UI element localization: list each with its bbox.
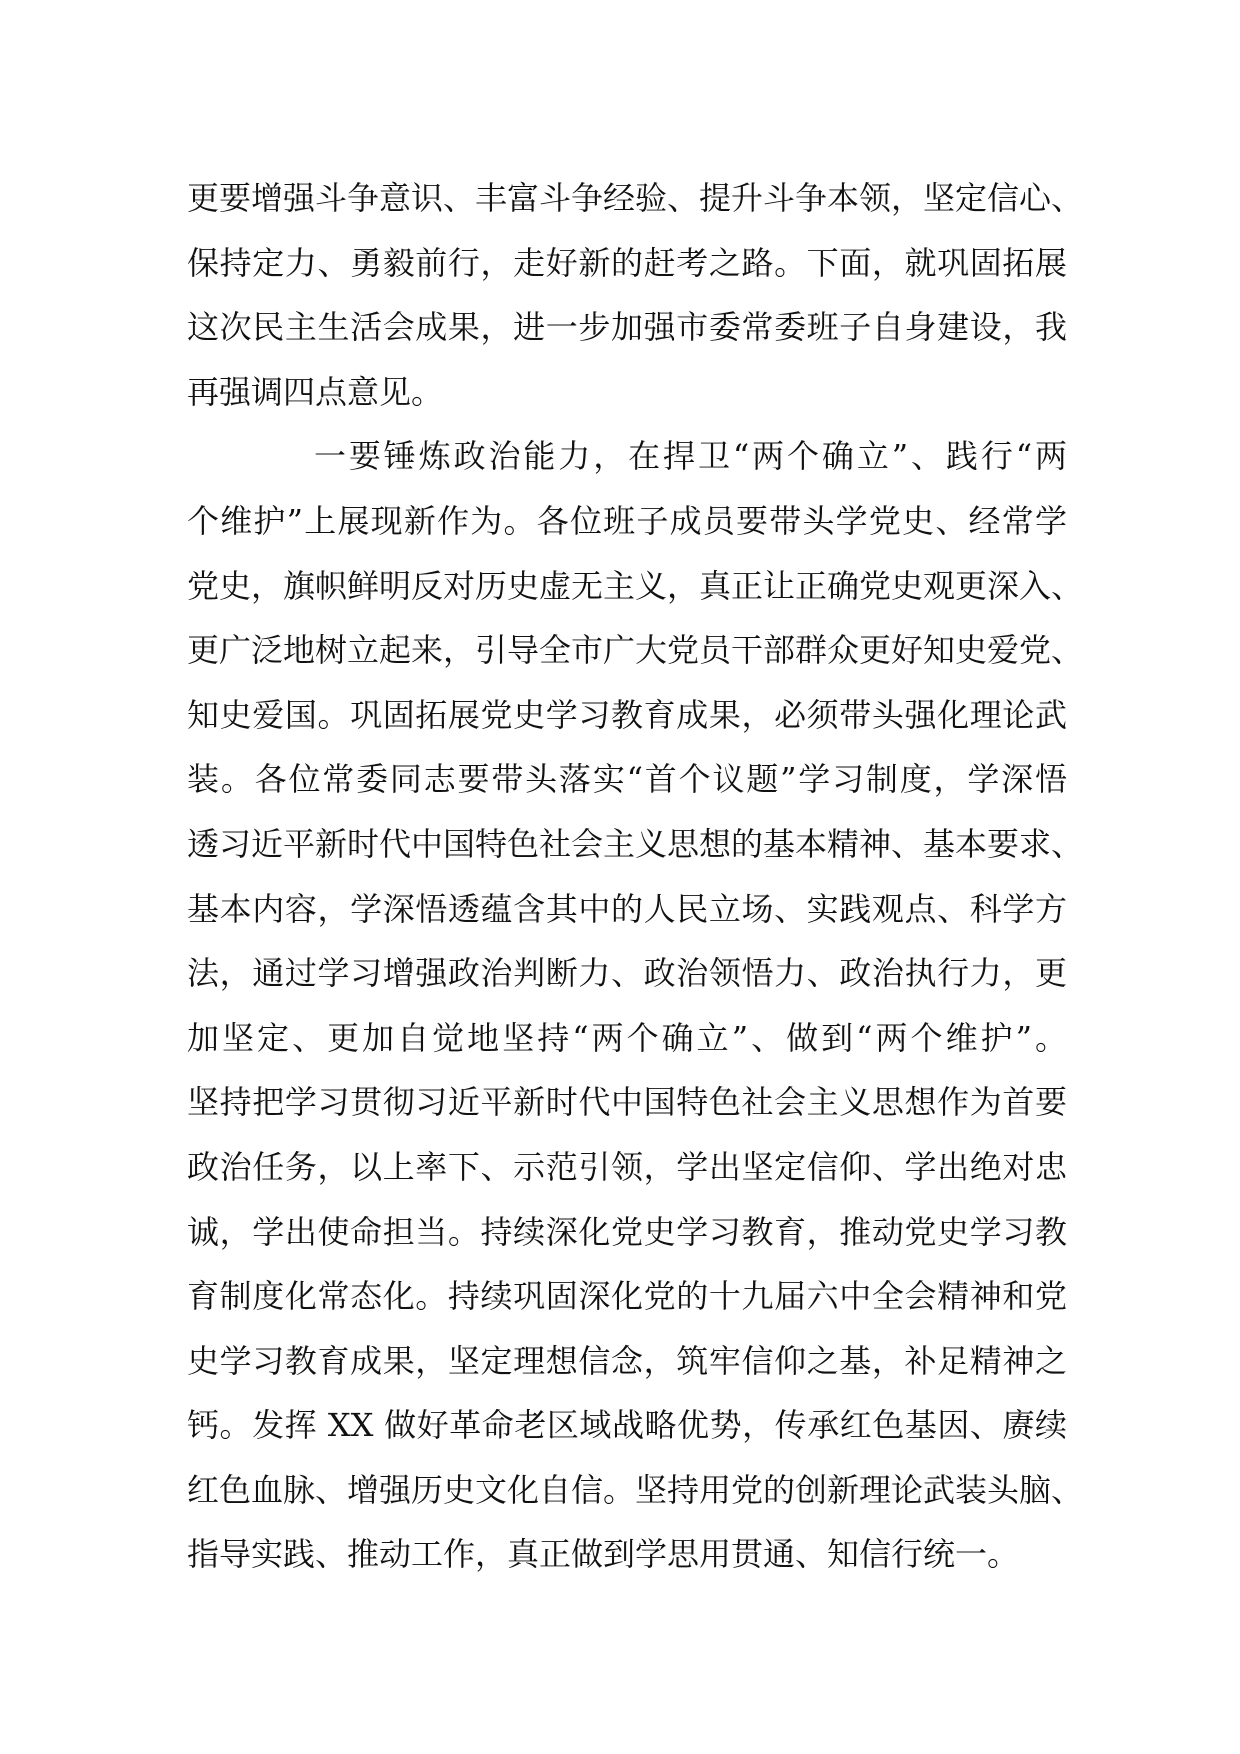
text-line: 再强调四点意见。 (187, 372, 444, 411)
text-line: 育制度化常态化。持续巩固深化党的十九届六中全会精神和党 (187, 1277, 1067, 1316)
text-line: 装。各位常委同志要带头落实“首个议题”学习制度，学深悟 (187, 760, 1067, 799)
text-line: 这次民主生活会成果，进一步加强市委常委班子自身建设，我 (187, 308, 1067, 347)
text-line: 保持定力、勇毅前行，走好新的赶考之路。下面，就巩固拓展 (187, 243, 1067, 282)
text-line: 一要锤炼政治能力，在捍卫“两个确立”、践行“两 (314, 437, 1067, 476)
text-line: 指导实践、推动工作，真正做到学思用贯通、知信行统一。 (187, 1535, 1020, 1574)
text-line: 史学习教育成果，坚定理想信念，筑牢信仰之基，补足精神之 (187, 1341, 1067, 1380)
body-text (187, 166, 1084, 1587)
text-line: 个维护”上展现新作为。各位班子成员要带头学党史、经常学 (187, 501, 1067, 540)
text-line: 红色血脉、增强历史文化自信。坚持用党的创新理论武装头脑、 (187, 1470, 1084, 1509)
text-line: 坚持把学习贯彻习近平新时代中国特色社会主义思想作为首要 (187, 1083, 1067, 1122)
text-line: 更要增强斗争意识、丰富斗争经验、提升斗争本领，坚定信心、 (187, 179, 1084, 217)
text-line: 更广泛地树立起来，引导全市广大党员干部群众更好知史爱党、 (187, 631, 1084, 670)
text-line: 基本内容，学深悟透蕴含其中的人民立场、实践观点、科学方 (187, 889, 1067, 928)
text-line: 法，通过学习增强政治判断力、政治领悟力、政治执行力，更 (187, 954, 1067, 993)
text-line: 透习近平新时代中国特色社会主义思想的基本精神、基本要求、 (187, 824, 1084, 863)
text-line: 党史，旗帜鲜明反对历史虚无主义，真正让正确党史观更深入、 (187, 566, 1084, 605)
text-line: 知史爱国。巩固拓展党史学习教育成果，必须带头强化理论武 (187, 695, 1067, 734)
text-line: 政治任务，以上率下、示范引领，学出坚定信仰、学出绝对忠 (187, 1147, 1067, 1186)
text-line: 诚，学出使命担当。持续深化党史学习教育，推动党史学习教 (187, 1212, 1067, 1251)
text-line: 钙。发挥 XX 做好革命老区域战略优势，传承红色基因、赓续 (187, 1406, 1067, 1445)
text-line: 加坚定、更加自觉地坚持“两个确立”、做到“两个维护”。 (187, 1018, 1067, 1057)
